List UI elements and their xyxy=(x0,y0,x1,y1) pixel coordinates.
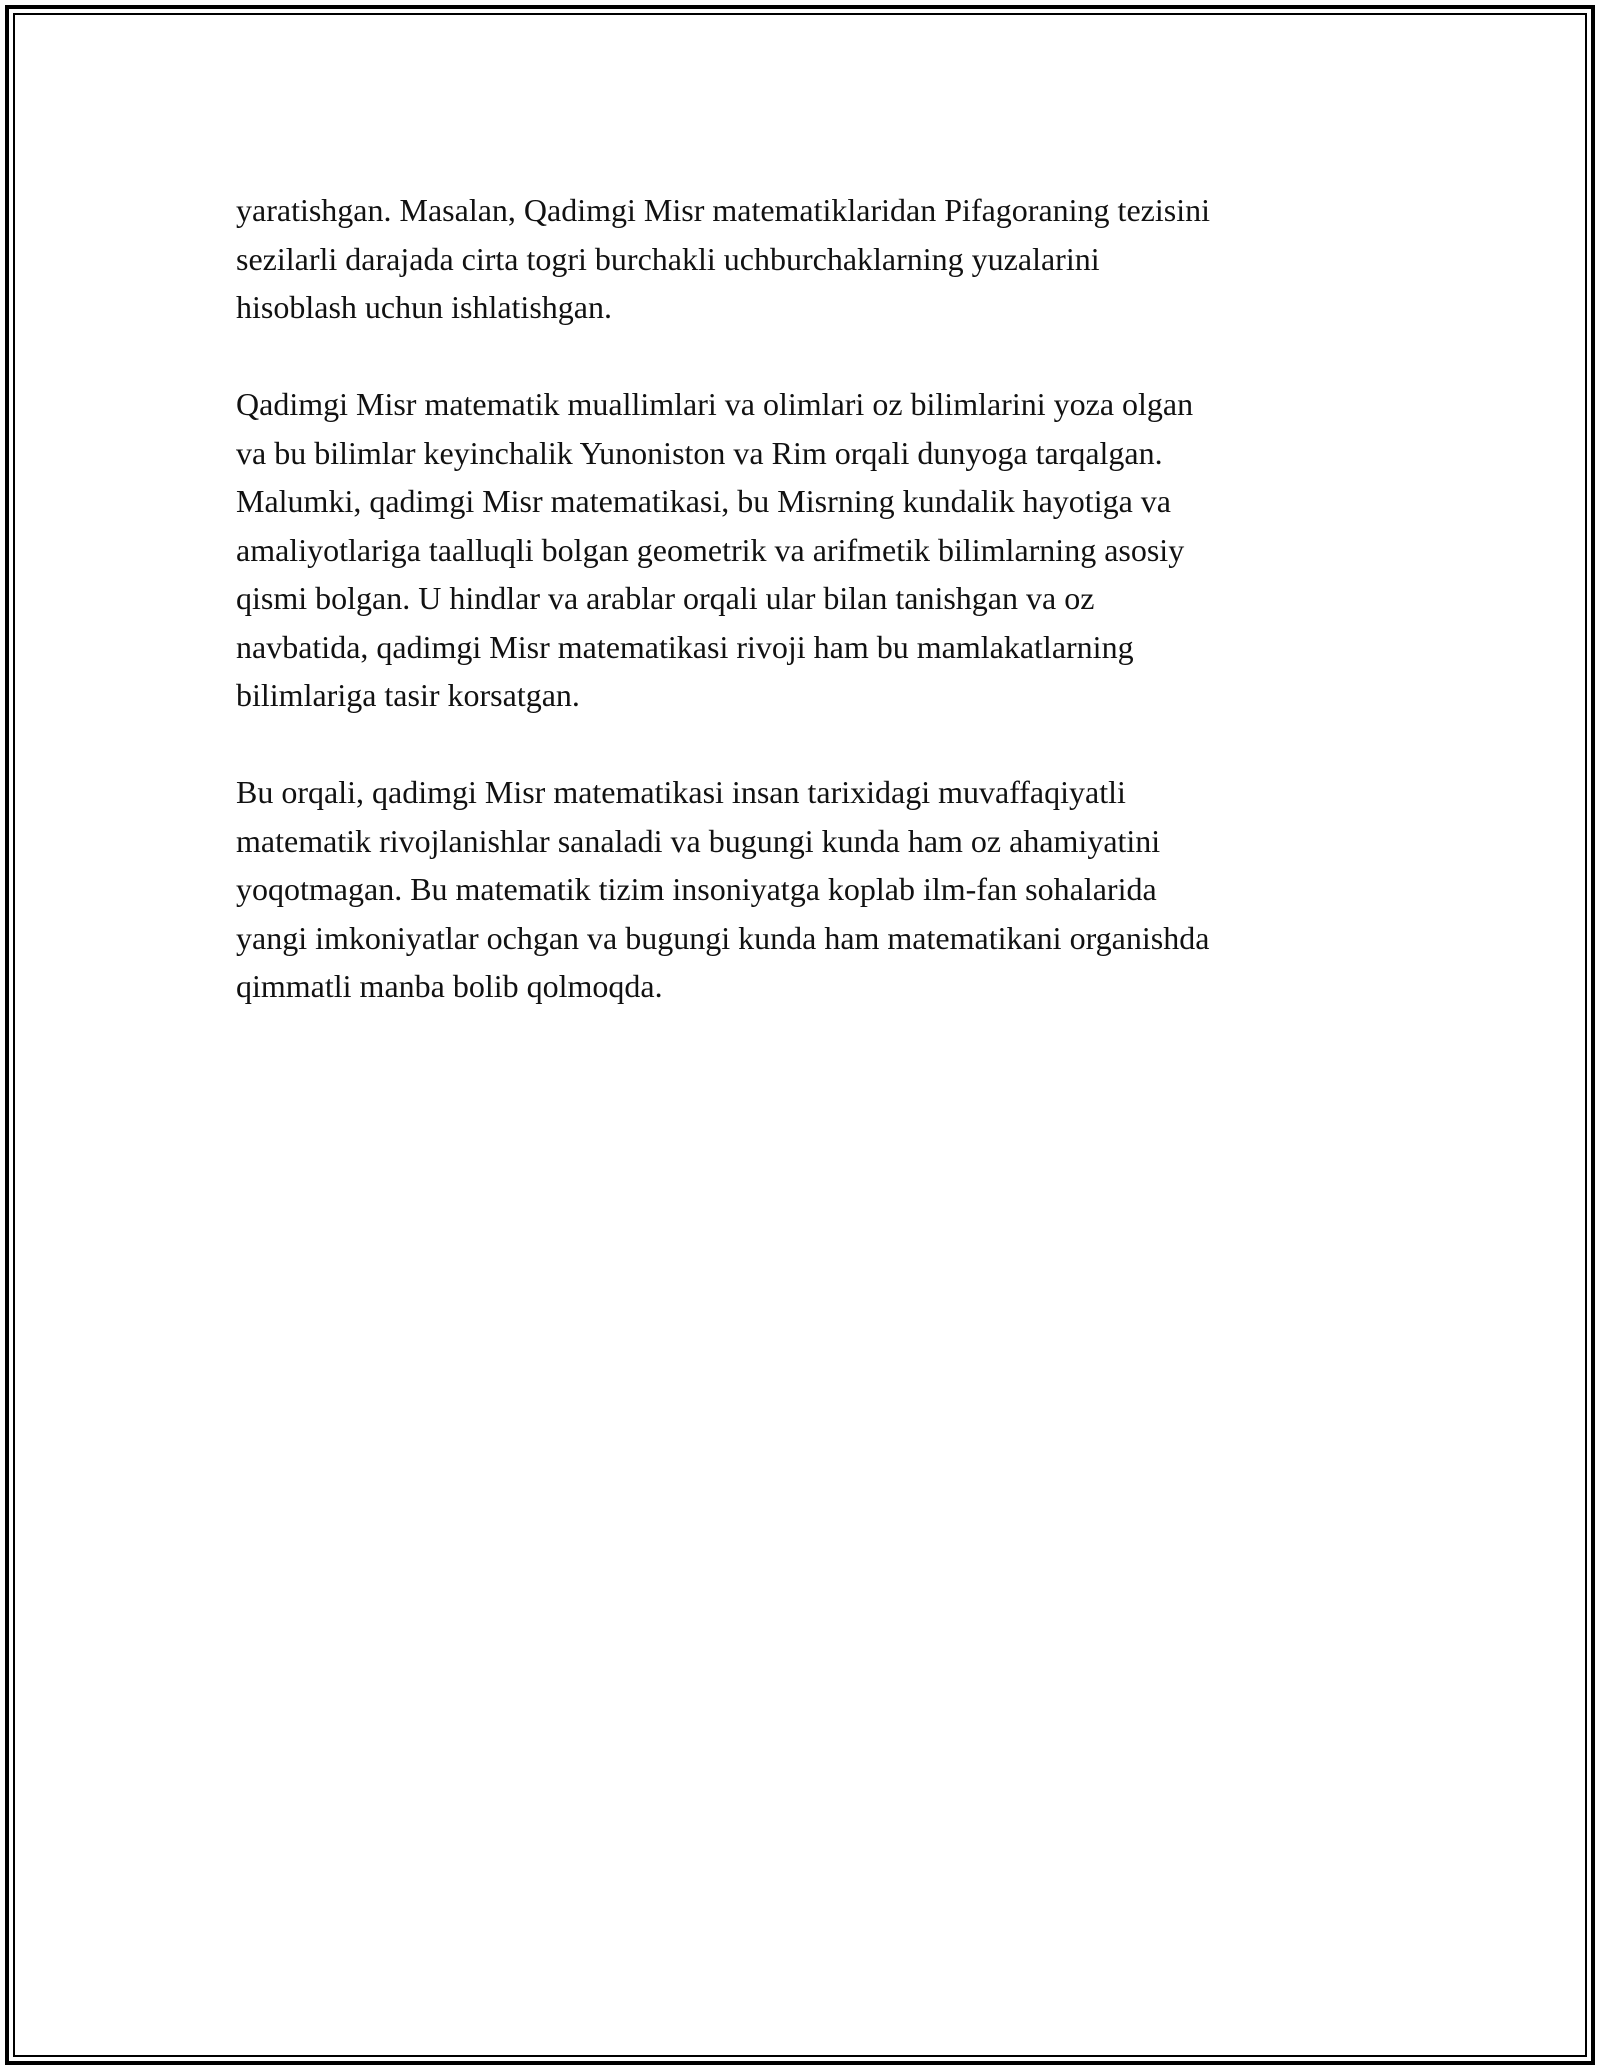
document-body xyxy=(236,186,1376,1011)
paragraph-1: yaratishgan. Masalan, Qadimgi Misr matematiklaridan Pifagoraning tezisini sezilarli darajada cirta togri burchakli uchburchaklarning yuzalarini hisoblash uchun ishlatishgan. xyxy=(236,192,1210,325)
paragraph-2: Qadimgi Misr matematik muallimlari va olimlari oz bilimlarini yoza olgan va bu bilimlar keyinchalik Yunoniston va Rim orqali dunyoga tarqalgan. Malumki, qadimgi Misr matematikasi, bu Misrning kundalik hayotiga va amaliyotlariga taalluqli bolgan geometrik va arifmetik bilimlarning asosiy qismi bolgan. U hindlar va arablar orqali ular bilan tanishgan va oz navbatida, qadimgi Misr matematikasi rivoji ham bu mamlakatlarning bilimlariga tasir korsatgan. xyxy=(236,386,1194,713)
paragraph-3: Bu orqali, qadimgi Misr matematikasi insan tarixidagi muvaffaqiyatli matematik rivojlanishlar sanaladi va bugungi kunda ham oz ahamiyatini yoqotmagan. Bu matematik tizim insoniyatga koplab ilm-fan sohalarida yangi imkoniyatlar ochgan va bugungi kunda ham matematikani organishda qimmatli manba bolib qolmoqda. xyxy=(236,774,1210,1004)
